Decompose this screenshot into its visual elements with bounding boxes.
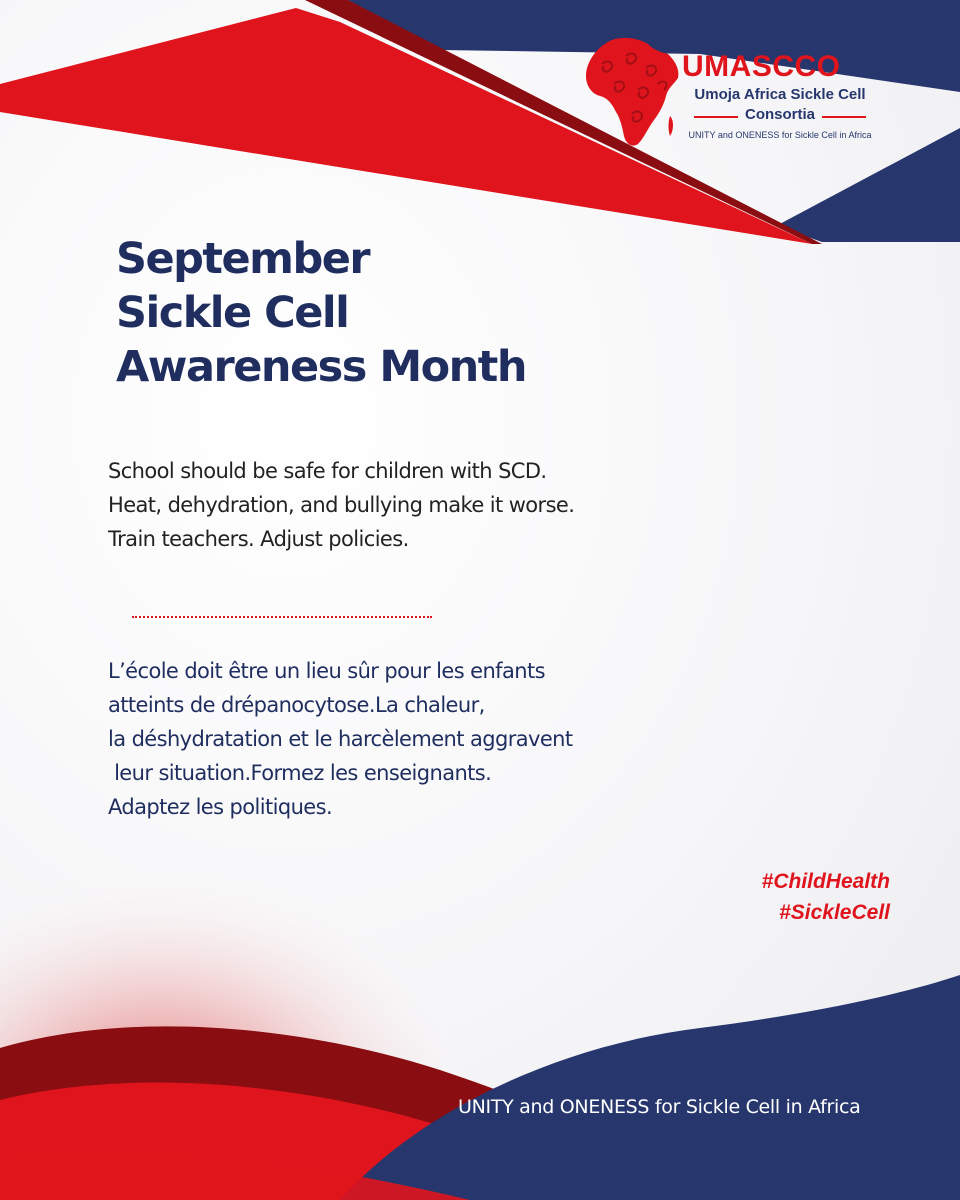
french-line: L’école doit être un lieu sûr pour les enfants (108, 659, 545, 683)
umascco-logo (582, 34, 882, 154)
french-line: leur situation.Formez les enseignants. (108, 761, 492, 785)
logo-tagline: UNITY and ONENESS for Sickle Cell in Africa (688, 130, 872, 140)
headline-line: September (116, 234, 370, 284)
headline (116, 232, 526, 394)
english-line: School should be safe for children with SCD. (108, 459, 547, 483)
hashtag-sickle-cell: #SickleCell (779, 901, 890, 924)
english-line: Heat, dehydration, and bullying make it worse. (108, 493, 575, 517)
logo-subtitle-line2: Consortia (744, 106, 815, 123)
french-message (108, 654, 573, 824)
headline-line: Awareness Month (116, 342, 526, 392)
africa-map-icon (582, 34, 682, 154)
french-line: atteints de drépanocytose.La chaleur, (108, 693, 485, 717)
english-message (108, 454, 574, 556)
logo-name: UMASCCO (682, 50, 841, 83)
dotted-divider (132, 616, 432, 618)
headline-line: Sickle Cell (116, 288, 349, 338)
hashtag-child-health: #ChildHealth (761, 870, 890, 893)
french-line: Adaptez les politiques. (108, 795, 333, 819)
logo-subtitle-line1: Umoja Africa Sickle Cell (694, 86, 866, 103)
french-line: la déshydratation et le harcèlement aggravent (108, 727, 573, 751)
footer-tagline: UNITY and ONENESS for Sickle Cell in Africa (458, 1096, 861, 1118)
logo-line-right (822, 116, 866, 118)
english-line: Train teachers. Adjust policies. (108, 527, 409, 551)
hashtags (762, 866, 890, 928)
